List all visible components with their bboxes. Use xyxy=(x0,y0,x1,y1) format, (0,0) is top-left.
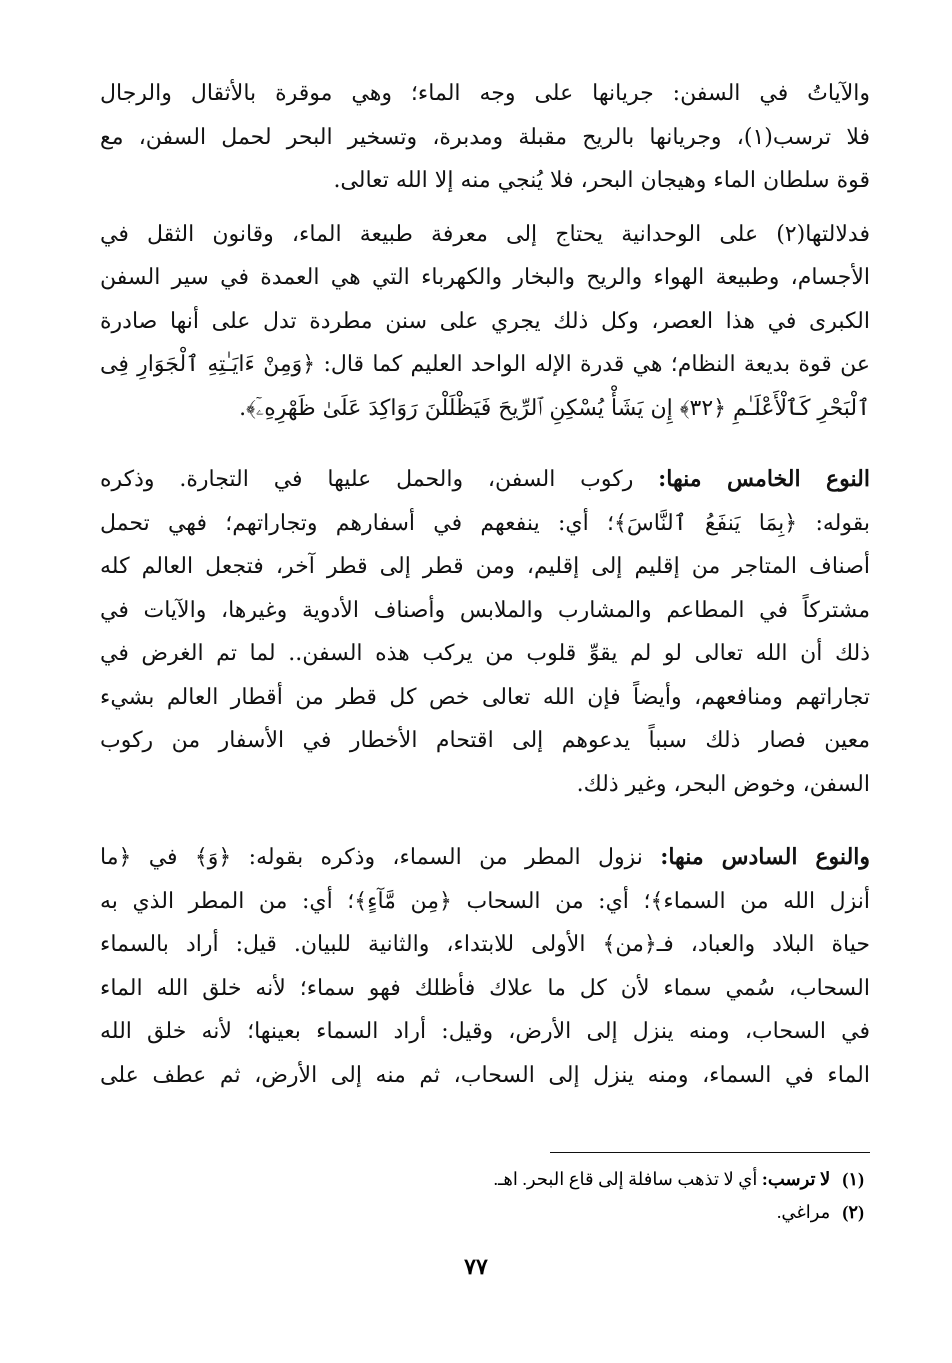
text-line: تجاراتهم ومنافعهم، وأيضاً فإن الله تعالى خص كل قطر من أقطار العالم بشيء xyxy=(100,684,870,710)
footnote-item xyxy=(104,1163,864,1196)
footnote-number: (٢) xyxy=(842,1202,864,1222)
text-line xyxy=(100,458,870,502)
text-line: فدلالتها(٢) على الوحدانية يحتاج إلى معرفة طبيعة الماء، وقانون الثقل في xyxy=(100,221,870,247)
text-line: مشتركاً في المطاعم والمشارب والملابس وأصناف الأدوية وغيرها، والآيات في xyxy=(100,597,870,623)
text-fragment: ركوب السفن، والحمل عليها في التجارة. وذكره xyxy=(100,467,659,492)
text-fragment: نزول المطر من السماء، وذكره بقوله: ﴿وَ﴾ في ﴿ما xyxy=(100,845,661,870)
footnote-term: لا ترسب: xyxy=(761,1169,831,1189)
text-line: أنزل الله من السماء﴾؛ أي: من السحاب ﴿مِن مَّآءٍ﴾؛ أي: من المطر الذي به xyxy=(100,888,870,914)
text-line: السفن، وخوض البحر، وغير ذلك. xyxy=(576,771,870,797)
text-line xyxy=(100,836,870,880)
text-line: معين فصار ذلك سبباً يدعوهم إلى اقتحام الأخطار في الأسفار من ركوب xyxy=(100,728,870,753)
text-line: الماء في السماء، ومنه ينزل إلى السحاب، ثم منه إلى الأرض، ثم عطف على xyxy=(100,1062,870,1088)
footnote-item xyxy=(104,1196,864,1229)
footnote-text: أي لا تذهب سافلة إلى قاع البحر. اهـ. xyxy=(493,1169,762,1189)
text-line: قوة سلطان الماء وهيجان البحر، فلا يُنجي منه إلا الله تعالى. xyxy=(333,168,870,193)
footnote-number: (١) xyxy=(842,1169,864,1189)
text-line: والآياتُ في السفن: جريانها على وجه الماء؛ وهي موقرة بالأثقال والرجال xyxy=(100,81,870,106)
page-number: ٧٧ xyxy=(464,1254,488,1279)
footnote-divider xyxy=(550,1152,870,1153)
text-line: ذلك أن الله تعالى لو لم يقوِّ قلوب من يركب هذه السفن.. لما تم الغرض في xyxy=(100,641,870,666)
text-line: حياة البلاد والعباد، فـ﴿من﴾ الأولى للابتداء، والثانية للبيان. قيل: أراد بالسماء xyxy=(100,932,870,957)
text-line: الكبرى في هذا العصر، وكل ذلك يجري على سنن مطردة تدل على أنها صادرة xyxy=(100,308,870,334)
paragraph-sixth-type xyxy=(100,836,870,1097)
text-line: فلا ترسب(١)، وجريانها بالريح مقبلة ومدبرة، وتسخير البحر لحمل السفن، مع xyxy=(100,124,870,150)
footnote-text: مراغي. xyxy=(776,1202,831,1222)
paragraph-fifth-type xyxy=(100,458,870,806)
paragraph-ships-signs xyxy=(100,72,870,203)
section-lead: النوع الخامس منها: xyxy=(658,466,870,492)
text-line: ٱلْبَحْرِ كَٱلْأَعْلَـٰمِ ﴿٣٢﴾ إِن يَشَأْ يُسْكِنِ ٱلرِّيحَ فَيَظْلَلْنَ رَوَاكِدَ عَلَىٰ ظَهْرِهِۦٓ﴾. xyxy=(239,395,870,421)
text-line: الأجسام، وطبيعة الهواء والريح والبخار والكهرباء التي هي العمدة في سير السفن xyxy=(100,265,870,290)
text-line: عن قوة بديعة النظام؛ هي قدرة الإله الواحد العليم كما قال: ﴿وَمِنْ ءَايَـٰتِهِ ٱلْجَوَارِ فِى xyxy=(100,352,870,377)
footnotes xyxy=(104,1163,864,1229)
text-line: بقوله: ﴿بِمَا يَنفَعُ ٱلنَّاسَ﴾؛ أي: ينفعهم في أسفارهم وتجاراتهم؛ فهي تحمل xyxy=(100,510,870,536)
section-lead: والنوع السادس منها: xyxy=(660,844,871,870)
text-line: السحاب، سُمي سماء لأن كل ما علاك فأظلك فهو سماء؛ لأنه خلق الله الماء xyxy=(100,975,870,1001)
text-line: في السحاب، ومنه ينزل إلى الأرض، وقيل: أراد السماء بعينها؛ لأنه خلق الله xyxy=(100,1019,870,1044)
paragraph-evidence xyxy=(100,213,870,431)
text-line: أصناف المتاجر من إقليم إلى إقليم، ومن قطر إلى قطر آخر، فتجعل العالم كله xyxy=(100,554,870,579)
